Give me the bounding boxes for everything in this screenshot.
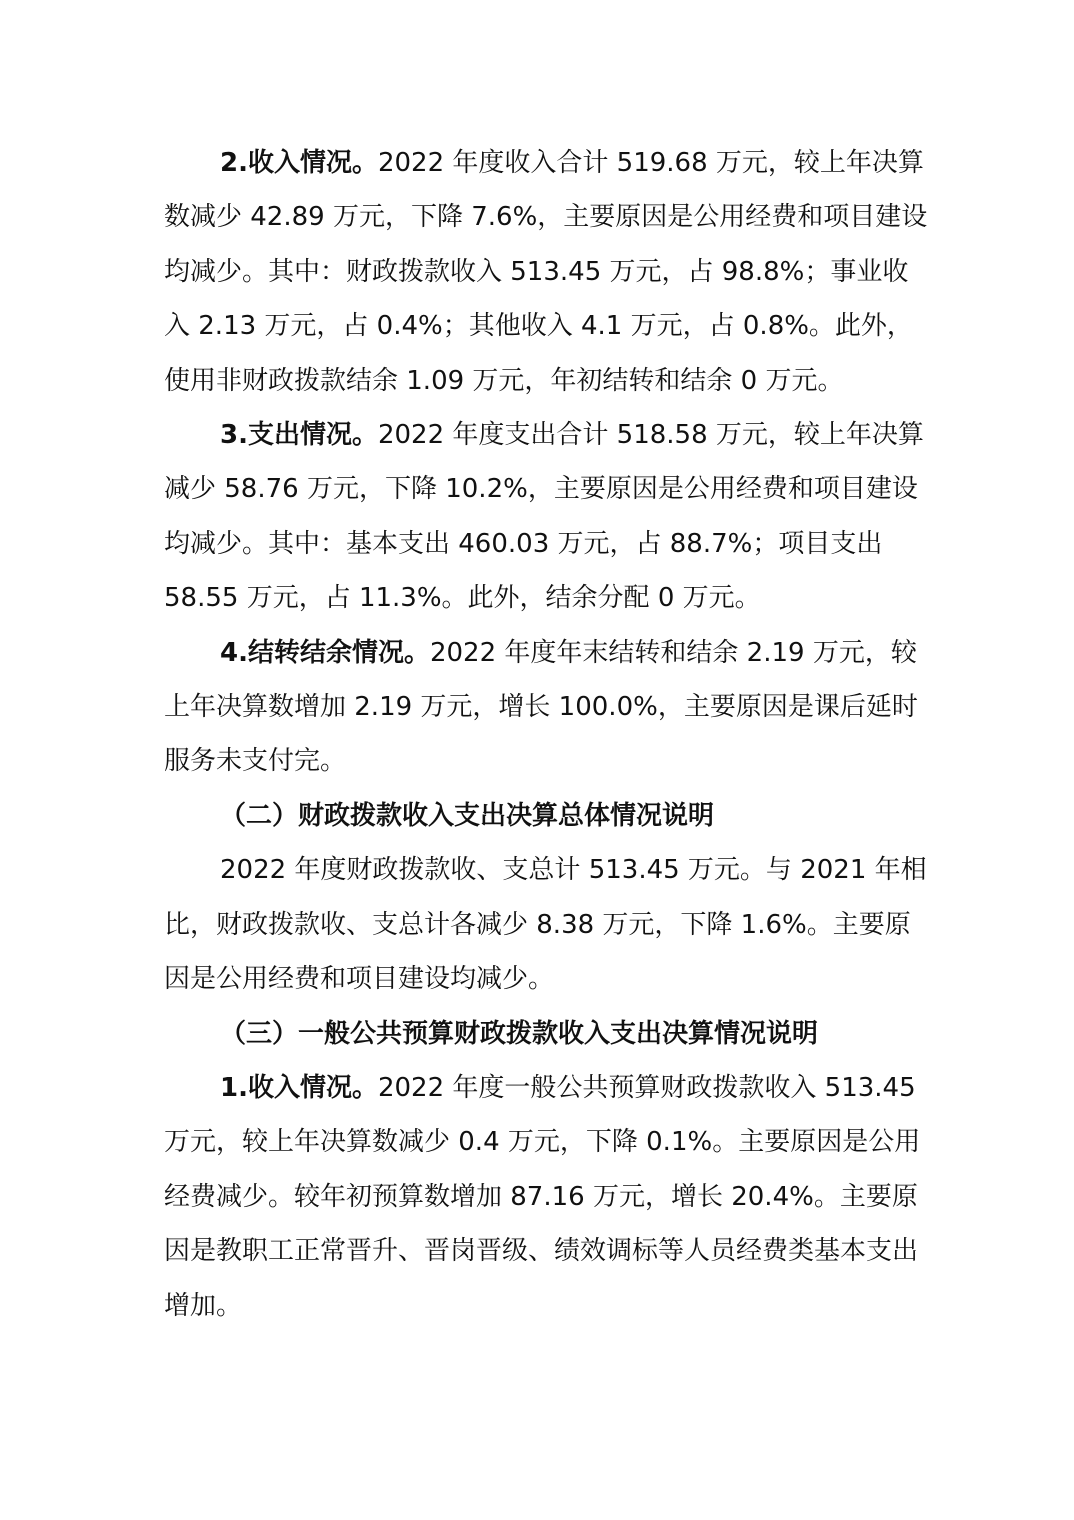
carryover-text: 2022 年度年末结转和结余 2.19 万元，较上年决算数增加 2.19 万元，增长 100.0%，主要原因是课后延时服务未支付完。 [164, 637, 918, 777]
fiscal-overview-paragraph: 2022 年度财政拨款收、支总计 513.45 万元。与 2021 年相比，财政拨款收、支总计各减少 8.38 万元，下降 1.6%。主要原因是公用经费和项目建设均减少。 [164, 855, 927, 995]
carryover-lead: 4.结转结余情况。 [220, 637, 430, 668]
general-budget-lead: 1.收入情况。 [220, 1072, 378, 1103]
expense-lead: 3.支出情况。 [220, 420, 378, 451]
fiscal-overview-heading: （二）财政拨款收入支出决算总体情况说明 [220, 800, 715, 831]
expense-paragraph [164, 408, 934, 626]
carryover-paragraph [164, 626, 934, 789]
general-budget-heading: （三）一般公共预算财政拨款收入支出决算情况说明 [220, 1018, 819, 1049]
income-paragraph [164, 136, 934, 408]
income-lead: 2.收入情况。 [220, 148, 378, 178]
document-body [164, 136, 934, 1333]
general-budget-text: 2022 年度一般公共预算财政拨款收入 513.45 万元，较上年决算数减少 0.4 万元，下降 0.1%。主要原因是公用经费减少。较年初预算数增加 87.16 万元，增长 20.4%。主要原因是教职工正常晋升、晋岗晋级、绩效调标等人员经费类基本支出增加。 [164, 1072, 921, 1321]
expense-text: 2022 年度支出合计 518.58 万元，较上年决算减少 58.76 万元，下降 10.2%，主要原因是公用经费和项目建设均减少。其中：基本支出 460.03 万元，占 88.7%；项目支出 58.55 万元，占 11.3%。此外，结余分配 0 万元。 [164, 420, 924, 614]
general-budget-paragraph [164, 1061, 934, 1333]
income-text: 2022 年度收入合计 519.68 万元，较上年决算数减少 42.89 万元，下降 7.6%，主要原因是公用经费和项目建设均减少。其中：财政拨款收入 513.45 万元，占 98.8%；事业收入 2.13 万元，占 0.4%；其他收入 4.1 万元，占 0.8%。此外，使用非财政拨款结余 1.09 万元，年初结转和结余 0 万元。 [164, 148, 928, 396]
